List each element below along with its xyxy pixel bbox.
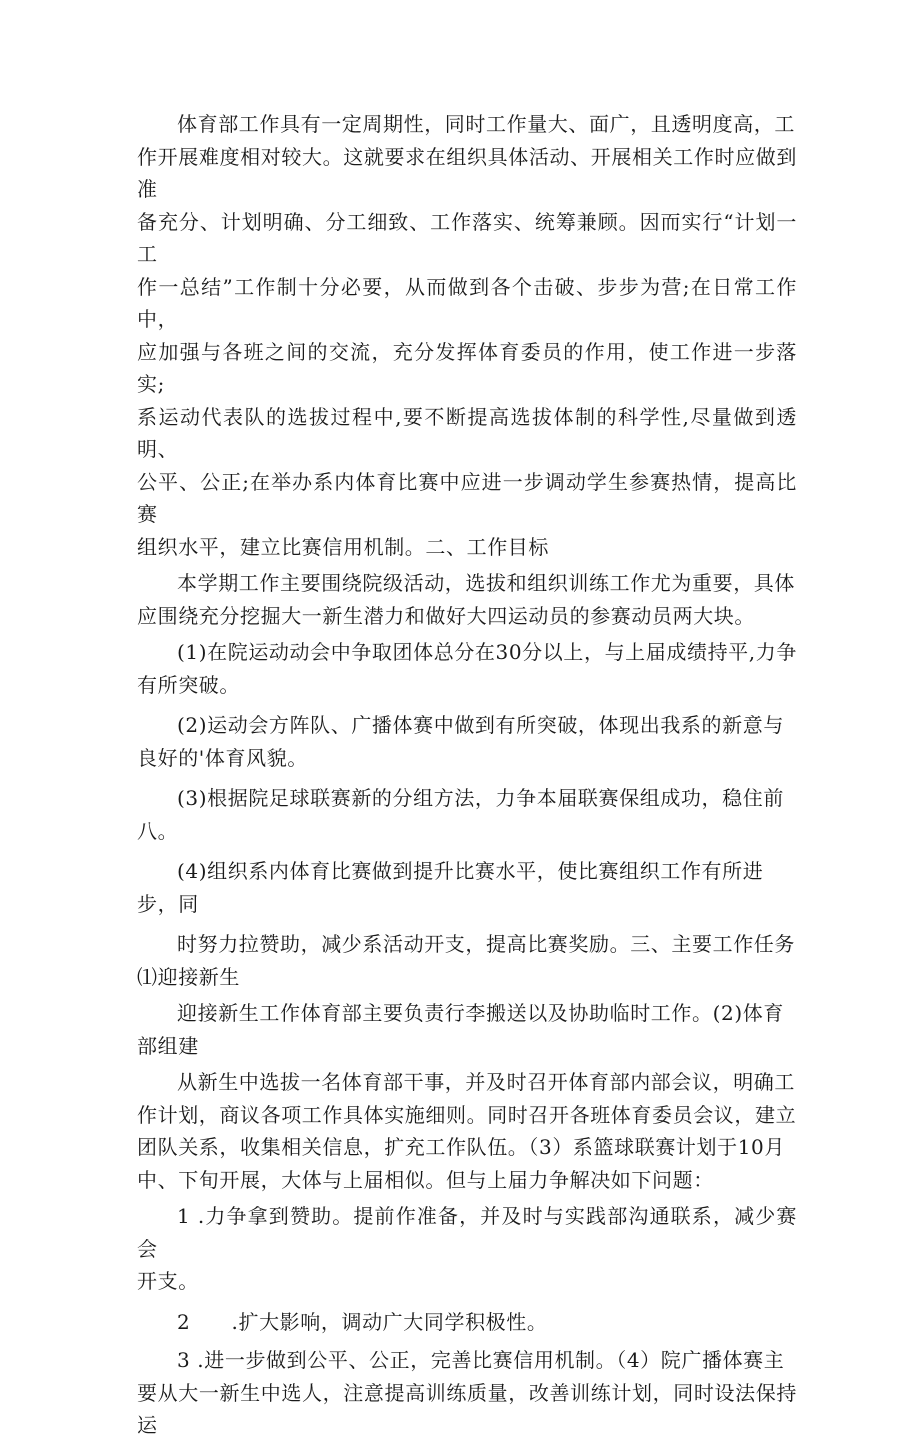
text-line: 要从大一新生中选人，注意提高训练质量，改善训练计划，同时设法保持运	[137, 1380, 797, 1437]
paragraph	[137, 1200, 797, 1298]
text-line: 部组建	[137, 1033, 199, 1058]
paragraph	[137, 997, 797, 1062]
text-line: 公平、公正;在举办系内体育比赛中应进一步调动学生参赛热情，提高比赛	[137, 469, 797, 526]
text-line: 应围绕充分挖掘大一新生潜力和做好大四运动员的参赛动员两大块。	[137, 603, 755, 628]
text-line: 团队关系，收集相关信息，扩充工作队伍。（3）系篮球联赛计划于10月	[137, 1135, 785, 1159]
text-line: 1 .力争拿到赞助。提前作准备，并及时与实践部沟通联系，减少赛会	[137, 1204, 797, 1261]
text-line: ⑴迎接新生	[137, 964, 240, 989]
text-line: 系运动代表队的选拔过程中,要不断提高选拔体制的科学性,尽量做到透明、	[137, 404, 797, 461]
paragraph	[137, 709, 797, 774]
paragraph	[137, 1306, 797, 1339]
paragraph	[137, 782, 797, 847]
document-body	[137, 108, 797, 1448]
text-line: 中、下旬开展，大体与上届相似。但与上届力争解决如下问题：	[137, 1167, 714, 1192]
text-line: 应加强与各班之间的交流，充分发挥体育委员的作用，使工作进一步落实;	[137, 339, 797, 396]
text-line: 2 .扩大影响，调动广大同学积极性。	[177, 1309, 548, 1334]
text-line: 作一总结”工作制十分必要，从而做到各个击破、步步为营;在日常工作中，	[137, 274, 797, 331]
paragraph	[137, 855, 797, 920]
text-line: 有所突破。	[137, 672, 240, 697]
text-line: 本学期工作主要围绕院级活动，选拔和组织训练工作尤为重要，具体	[177, 571, 795, 595]
text-line: 开支。	[137, 1269, 199, 1293]
text-line: 时努力拉赞助，减少系活动开支，提高比赛奖励。三、主要工作任务	[177, 932, 795, 956]
text-line: 八。	[137, 818, 179, 843]
text-line: 步，同	[137, 891, 199, 916]
paragraph	[137, 636, 797, 701]
text-line: 从新生中选拔一名体育部干事，并及时召开体育部内部会议，明确工	[177, 1070, 795, 1094]
text-line: 良好的'体育风貌。	[137, 745, 308, 770]
text-line: 3 .进一步做到公平、公正，完善比赛信用机制。（4）院广播体赛主	[177, 1348, 785, 1372]
paragraph	[137, 1344, 797, 1442]
paragraph	[137, 1066, 797, 1196]
text-line: 体育部工作具有一定周期性，同时工作量大、面广，且透明度高，工	[177, 112, 795, 136]
paragraph	[137, 567, 797, 632]
text-line: (2)运动会方阵队、广播体赛中做到有所突破，体现出我系的新意与	[177, 713, 784, 737]
text-line: (4)组织系内体育比赛做到提升比赛水平，使比赛组织工作有所进	[177, 859, 764, 883]
text-line: 组织水平，建立比赛信用机制。二、工作目标	[137, 534, 549, 559]
paragraph	[137, 928, 797, 993]
text-line: 迎接新生工作体育部主要负责行李搬送以及协助临时工作。(2)体育	[177, 1001, 784, 1025]
text-line: (1)在院运动动会中争取团体总分在30分以上，与上届成绩持平,力争	[177, 640, 797, 664]
paragraph	[137, 108, 797, 563]
text-line: 备充分、计划明确、分工细致、工作落实、统筹兼顾。因而实行“计划一工	[137, 209, 797, 266]
text-line: 作开展难度相对较大。这就要求在组织具体活动、开展相关工作时应做到准	[137, 144, 797, 201]
text-line: (3)根据院足球联赛新的分组方法，力争本届联赛保组成功，稳住前	[177, 786, 784, 810]
text-line: 作计划，商议各项工作具体实施细则。同时召开各班体育委员会议，建立	[137, 1102, 797, 1127]
